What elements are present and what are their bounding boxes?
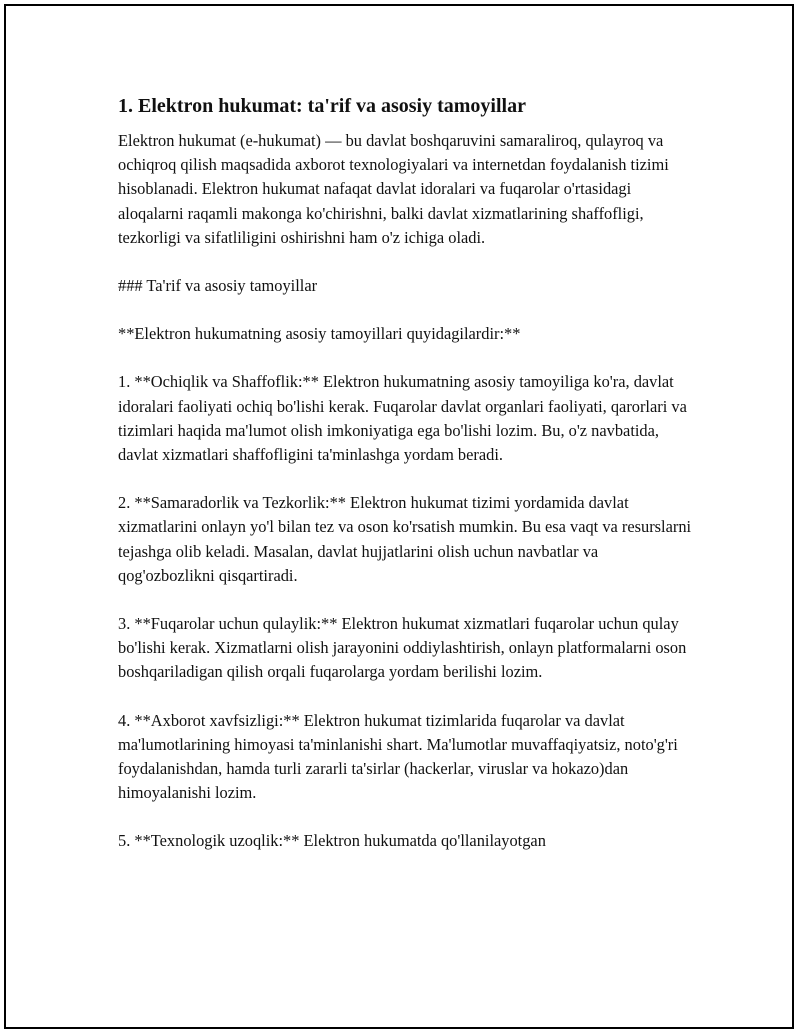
principle-4-paragraph: 4. **Axborot xavfsizligi:** Elektron hukumat tizimlarida fuqarolar va davlat ma'lumotlarining himoyasi ta'minlanishi shart. Ma'lumotlar muvaffaqiyatsiz, noto'g'ri foydalanishdan, hamda turli zararli ta'sirlar (hackerlar, viruslar va hokazo)dan himoyalanishi lozim. bbox=[118, 710, 678, 803]
subheading-paragraph: ### Ta'rif va asosiy tamoyillar bbox=[118, 276, 318, 296]
principle-2-paragraph: 2. **Samaradorlik va Tezkorlik:** Elektron hukumat tizimi yordamida davlat xizmatlarini onlayn yo'l bilan tez va oson ko'rsatish mumkin. Bu esa vaqt va resurslarni tejashga olib keladi. Masalan, davlat hujjatlarini olish uchun navbatlar va qog'ozbozlikni qisqartiradi. bbox=[118, 493, 692, 585]
principle-3-paragraph: 3. **Fuqarolar uchun qulaylik:** Elektron hukumat xizmatlari fuqarolar uchun qulay bo'lishi kerak. Xizmatlarni olish jarayonini oddiylashtirish, onlayn platformalarni oson boshqariladigan qilish orqali fuqarolarga yordam berilishi lozim. bbox=[118, 614, 687, 682]
principle-5-paragraph: 5. **Texnologik uzoqlik:** Elektron hukumatda qo'llanilayotgan bbox=[118, 831, 546, 851]
principle-1-paragraph: 1. **Ochiqlik va Shaffoflik:** Elektron hukumatning asosiy tamoyiliga ko'ra, davlat idoralari faoliyati ochiq bo'lishi kerak. Fuqarolar davlat organlari faoliyati, qarorlari va tizimlari haqida ma'lumot olish imkoniyatiga ega bo'lishi lozim. Bu, o'z navbatida, davlat xizmatlari shaffofligini ta'minlashga yordam beradi. bbox=[118, 372, 687, 465]
document-body bbox=[118, 93, 698, 878]
intro-paragraph: Elektron hukumat (e-hukumat) — bu davlat boshqaruvini samaraliroq, qulayroq va ochiqroq qilish maqsadida axborot texnologiyalari va internetdan foydalanish tizimi hisoblanadi. Elektron hukumat nafaqat davlat idoralari va fuqarolar o'rtasidagi aloqalarni raqamli makonga ko'chirishni, balki davlat xizmatlarining shaffofligi, tezkorligi va sifatliligini oshirishni ham o'z ichiga oladi. bbox=[118, 131, 669, 247]
principles-intro-paragraph: **Elektron hukumatning asosiy tamoyillari quyidagilardir:** bbox=[118, 324, 521, 344]
section-heading: 1. Elektron hukumat: ta'rif va asosiy tamoyillar bbox=[118, 95, 526, 117]
